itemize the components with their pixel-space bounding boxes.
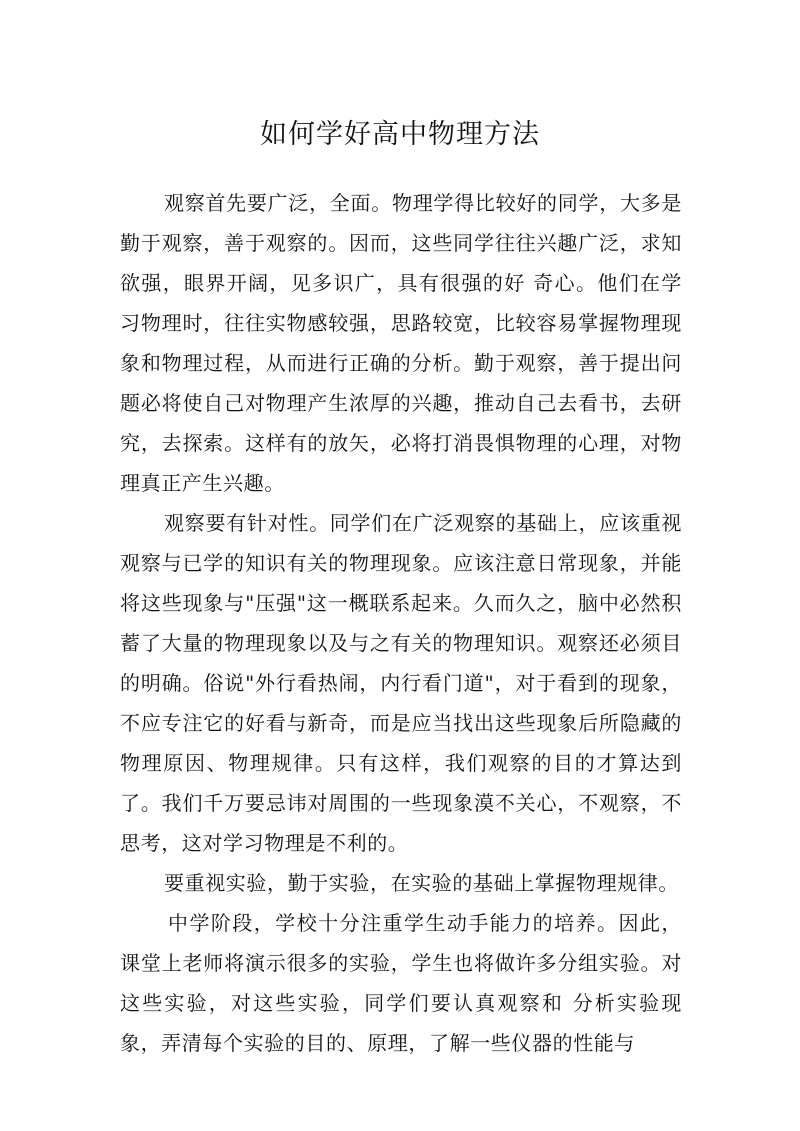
paragraph-school-practice: 中学阶段，学校十分注重学生动手能力的培养。因此，课堂上老师将演示很多的实验，学生也将做许多分组实验。对这些实验，对这些实验，同学们要认真观察和 分析实验现象，弄清每个实验的目的、原理，了解一些仪器的性能与 [120, 911, 682, 1055]
document-body [120, 183, 682, 1063]
paragraph-experiment-emphasis: 要重视实验，勤于实验，在实验的基础上掌握物理规律。 [164, 871, 679, 895]
paragraph-observation-targeted: 观察要有针对性。同学们在广泛观察的基础上，应该重视观察与已学的知识有关的物理现象。应该注意日常现象，并能将这些现象与"压强"这一概联系起来。久而久之，脑中必然积蓄了大量的物理现象以及与之有关的物理知识。观察还必须目的明确。俗说"外行看热闹，内行看门道"，对于看到的现象，不应专注它的好看与新奇，而是应当找出这些现象后所隐藏的物理原因、物理规律。只有这样，我们观察的目的才算达到了。我们千万要忌讳对周围的一些现象漠不关心，不观察，不思考，这对学习物理是不利的。 [120, 511, 682, 855]
document-title: 如何学好高中物理方法 [260, 119, 540, 151]
paragraph-observation-broad: 观察首先要广泛，全面。物理学得比较好的同学，大多是勤于观察，善于观察的。因而，这些同学往往兴趣广泛，求知欲强，眼界开阔，见多识广，具有很强的好 奇心。他们在学习物理时，往往实物感较强，思路较宽，比较容易掌握物理现象和物理过程，从而进行正确的分析。勤于观察，善于提出问题必将使自己对物理产生浓厚的兴趣，推动自己去看书，去研究，去探索。这样有的放矢，必将打消畏惧物理的心理，对物理真正产生兴趣。 [120, 191, 682, 495]
